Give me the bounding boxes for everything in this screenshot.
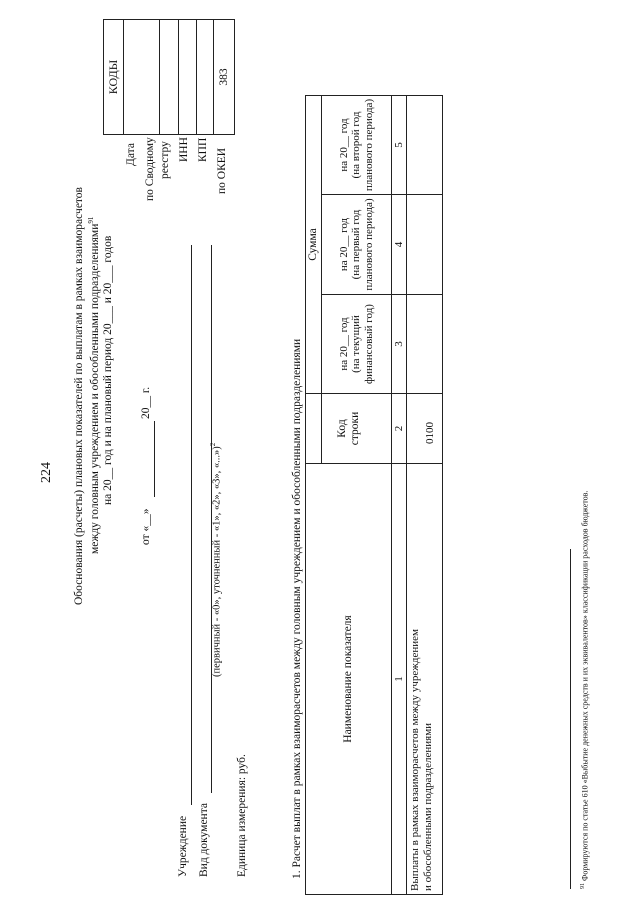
date-year: 20__ г. xyxy=(140,386,152,419)
codes-divider xyxy=(159,20,160,134)
doc-type-label: Вид документа xyxy=(198,803,210,877)
doc-type-hint-text: (первичный - «0», уточненный - «1», «2», «3», «...») xyxy=(211,446,223,677)
codes-divider xyxy=(123,20,124,134)
footnote-mark: 91 xyxy=(580,883,586,889)
header-line-code xyxy=(306,394,391,463)
header-sum-first-plan-year-1: на 20__ год xyxy=(338,217,351,272)
codes-label-date: Дата xyxy=(125,143,137,166)
header-line-code-1: Код xyxy=(335,419,348,438)
title-footnote-mark: 91 xyxy=(87,216,95,224)
header-sum-current-year-3: финансовый год) xyxy=(362,304,375,384)
codes-label-kpp: КПП xyxy=(197,137,209,162)
header-sum-first-plan-year xyxy=(322,195,391,294)
footnote-rule xyxy=(570,549,571,889)
header-indicator: Наименование показателя xyxy=(342,615,355,743)
doc-type-footnote-mark: 2 xyxy=(209,442,217,447)
row-name-line-1: Выплаты в рамках взаиморасчетов между учреждением xyxy=(409,629,421,891)
col-number-4: 4 xyxy=(392,241,405,248)
codes-divider xyxy=(196,20,197,134)
codes-header: КОДЫ xyxy=(105,59,120,95)
header-sum-first-plan-year-3: планового периода) xyxy=(362,198,375,291)
institution-blank-line xyxy=(191,245,192,805)
col-number-5: 5 xyxy=(392,142,405,148)
date-from: от «__» xyxy=(140,508,152,545)
codes-label-registry-1: по Сводному xyxy=(144,137,156,201)
date-blank-line xyxy=(154,421,155,497)
header-line-code-2: строки xyxy=(348,411,361,446)
title-line-3: на 20__ год и на плановый период 20___ и 20___ годов xyxy=(102,235,114,505)
header-sum-second-plan-year-1: на 20__ год xyxy=(338,118,351,172)
header-sum-second-plan-year-2: (на второй год xyxy=(350,111,363,179)
codes-label-registry-2: реестру xyxy=(159,141,171,179)
col-number-3: 3 xyxy=(392,341,405,347)
header-sum-current-year xyxy=(322,295,391,393)
table-rule xyxy=(406,96,407,894)
codes-divider xyxy=(178,20,179,134)
title-line-1: Обоснования (расчеты) плановых показателей по выплатам в рамках взаиморасчетов xyxy=(73,187,85,605)
calc-table xyxy=(305,95,443,895)
row-name-line-2: и обособленными подразделениями xyxy=(422,722,434,891)
codes-label-okei: по ОКЕИ xyxy=(216,147,228,194)
codes-okei-value: 383 xyxy=(217,68,230,86)
header-sum-current-year-1: на 20__ год xyxy=(338,317,351,371)
doc-type-hint xyxy=(210,443,223,677)
header-sum-first-plan-year-2: (на первый год xyxy=(350,209,363,280)
section-title: 1. Расчет выплат в рамках взаиморасчетов между головным учреждением и обособленными подразделениями xyxy=(291,338,303,879)
col-number-1: 1 xyxy=(392,676,405,682)
header-sum-second-plan-year-3: планового периода) xyxy=(362,98,375,192)
codes-box xyxy=(103,19,235,135)
header-sum: Сумма xyxy=(307,228,320,261)
col-number-2: 2 xyxy=(392,425,405,432)
header-sum-current-year-2: (на текущий xyxy=(350,315,363,373)
unit-label: Единица измерения: руб. xyxy=(236,754,248,877)
page-number: 224 xyxy=(39,462,54,483)
title-line-2 xyxy=(88,217,101,554)
title-line-2-text: между головным учреждением и обособленными подразделениями xyxy=(88,223,101,554)
codes-label-inn: ИНН xyxy=(178,137,190,162)
header-sum-second-plan-year xyxy=(322,96,391,194)
institution-label: Учреждение xyxy=(177,815,189,877)
footnote-text: Формируются по статье 610 «Выбытие денежных средств и их эквивалентов» классификации расходов бюджетов. xyxy=(580,490,590,881)
footnote xyxy=(580,491,590,889)
row-line-code: 0100 xyxy=(424,422,436,444)
